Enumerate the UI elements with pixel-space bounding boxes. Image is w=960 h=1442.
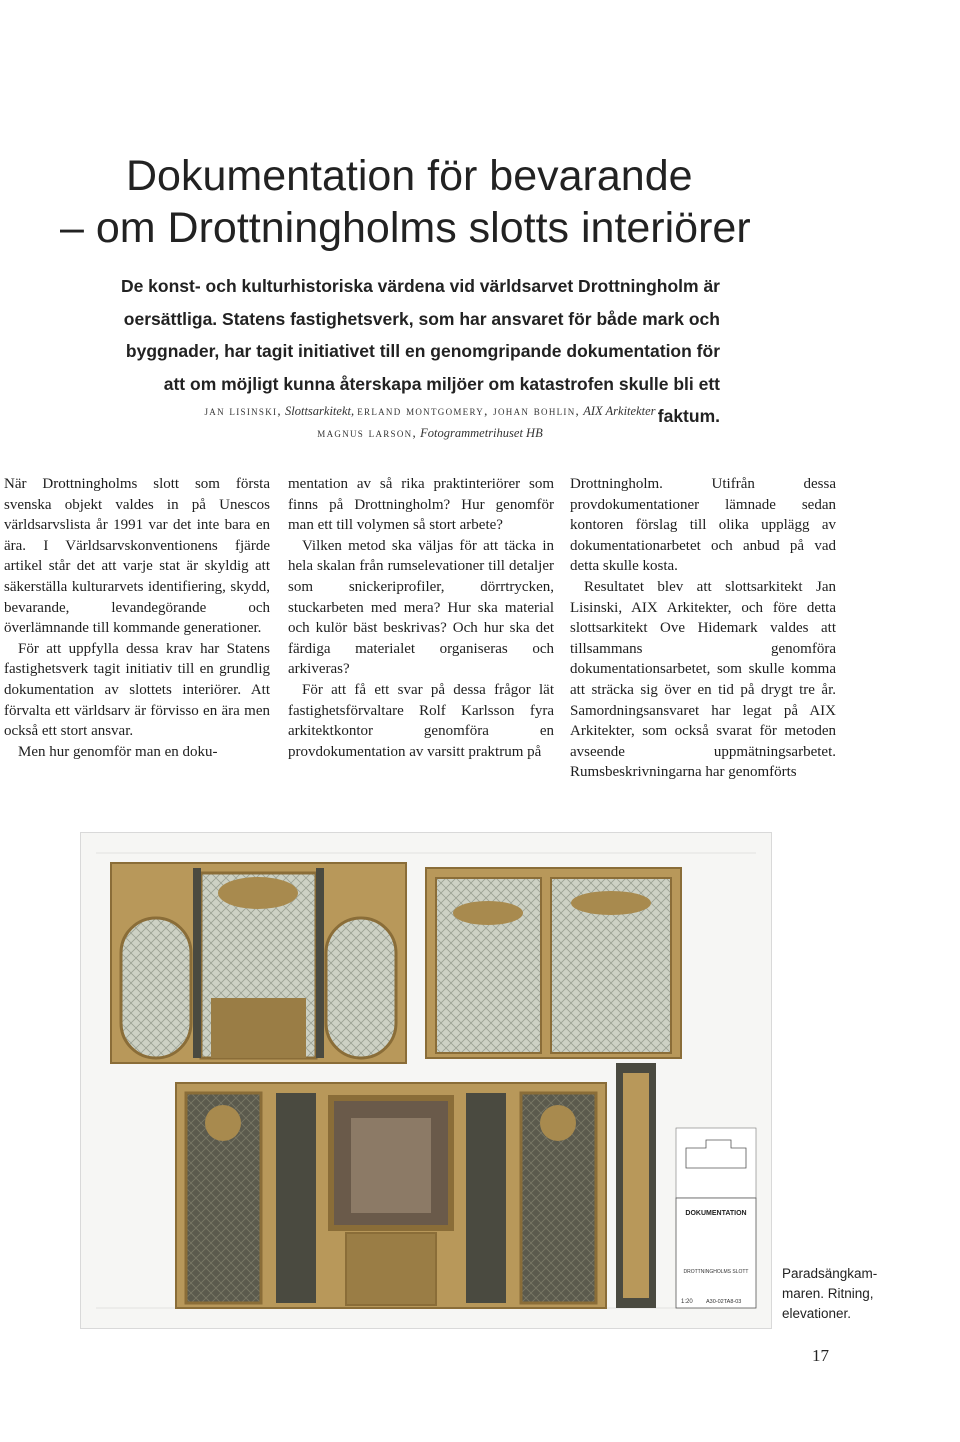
paragraph: Drottningholm. Utifrån dessa provdokumentationer lämnade sedan kontoren förslag till olika upplägg av dokumentationarbetet och anbud på vad detta skulle kosta. xyxy=(570,476,836,575)
elevation-pilaster xyxy=(616,1063,656,1308)
sheet-number: A30-02TA8-03 xyxy=(706,1299,742,1305)
paragraph: Men hur genomför man en doku- xyxy=(18,743,218,760)
figure-caption xyxy=(782,1264,892,1324)
elevation-drawing xyxy=(80,832,772,1329)
byline-author-2: erland montgomery, johan bohlin, xyxy=(357,403,581,418)
sheet-project: DROTTNINGHOLMS SLOTT xyxy=(683,1269,749,1275)
article-title xyxy=(60,150,920,254)
sheet-title: DOKUMENTATION xyxy=(685,1210,747,1217)
byline-author-3: magnus larson, xyxy=(317,425,418,440)
elevation-wall-2 xyxy=(426,868,681,1058)
paragraph: Resultatet blev att slottsarkitekt Jan Lisinski, AIX Arkitekter, och före detta slottsarkitekt Ove Hidemark valdes att tillsammans genomföra dokumentationsarbetet, som skulle komma att sträcka sig över en tid på drygt tre år. Samordningsansvaret har legat på AIX Arkitekter, som också svarat för metoden avseende uppmätningsarbetet. Rumsbeskrivningarna har genomförts xyxy=(570,578,836,781)
byline-role-2: AIX Arkitekter xyxy=(583,404,656,418)
page-number: 17 xyxy=(812,1346,829,1365)
body-column-2 xyxy=(288,474,554,762)
paragraph: mentation av så rika praktinteriörer som finns på Drottningholm? Hur genomför man ett till volymen så stort arbete? xyxy=(288,476,554,534)
byline-role-1: Slottsarkitekt, xyxy=(285,404,355,418)
title-block xyxy=(676,1128,756,1308)
body-column-3 xyxy=(570,474,836,783)
lead-paragraph: De konst- och kulturhistoriska värdena vid världsarvet Drottningholm är oersättliga. Statens fastighetsverk, som har ansvaret för både mark och byggnader, har tagit initiativet till en genomgripande dokumentation för att om möjligt kunna återskapa miljöer om katastrofen skulle bli ett faktum. xyxy=(120,276,720,426)
caption-line: maren. Ritning, xyxy=(782,1286,874,1301)
elevation-wall-1 xyxy=(111,863,406,1063)
byline xyxy=(100,400,760,444)
byline-role-3: Fotogrammetrihuset HB xyxy=(420,426,543,440)
title-line-2: – om Drottningholms slotts interiörer xyxy=(60,204,751,252)
paragraph: För att få ett svar på dessa frågor lät fastighetsförvaltare Rolf Karlsson fyra arkitektkontor genomföra en provdokumentation av varsitt praktrum på xyxy=(288,681,554,760)
paragraph: När Drottningholms slott som första svenska objekt valdes in på Unescos världsarvslista år 1991 var det inte bara en ära. I Världsarvskonventionens fjärde artikel står det att varje stat är skyldig att säkerställa kulturarvets identifiering, skydd, bevarande, levandegörande och överlämnande till kommande generationer. xyxy=(4,476,270,637)
caption-line: elevationer. xyxy=(782,1306,852,1321)
paragraph: För att uppfylla dessa krav har Statens fastighetsverk tagit initiativ till en grundlig dokumentation av slottets interiörer. Att förvalta ett världsarv är förvisso en ära men också ett stort ansvar. xyxy=(4,640,270,740)
caption-line: Paradsängkam- xyxy=(782,1266,878,1281)
elevation-wall-3 xyxy=(176,1083,606,1308)
elevation-drawing-svg xyxy=(81,833,771,1328)
title-line-1: Dokumentation för bevarande xyxy=(126,152,693,200)
body-column-1 xyxy=(4,474,270,762)
paragraph: Vilken metod ska väljas för att täcka in hela skalan från rumselevationer till detaljer som snickeriprofiler, dörrtrycken, stuckarbeten med mera? Hur ska material och kulör bäst beskrivas? Och hur ska det färdiga materialet organiseras och arkiveras? xyxy=(288,537,554,678)
byline-author-1: jan lisinski, xyxy=(204,403,282,418)
sheet-scale: 1:20 xyxy=(681,1299,693,1305)
